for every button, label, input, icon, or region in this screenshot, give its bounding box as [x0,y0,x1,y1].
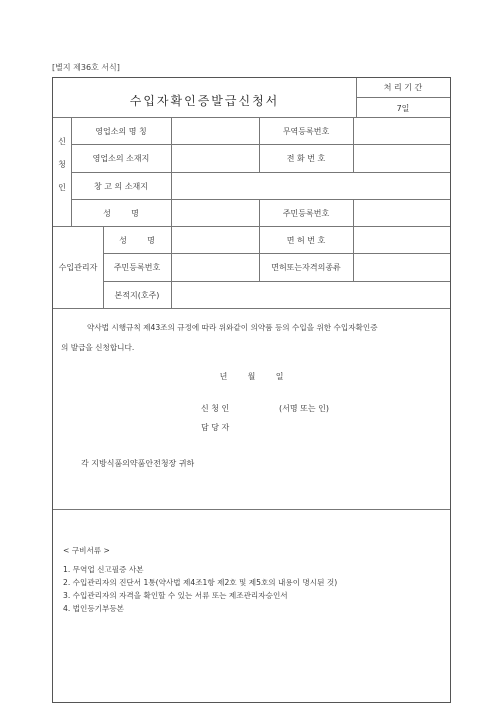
manager-name-label: 성 명 [119,236,155,245]
processing-period-value: 7일 [396,104,410,113]
license-type-label: 면허또는자격의종류 [271,263,341,272]
application-form [52,77,451,703]
domicile-label: 본적지(호주) [114,291,160,300]
business-name-label: 영업소의 명 칭 [95,127,147,136]
applicant-side-label: 신 청 인 [58,137,66,192]
application-statement: 약사법 시행규칙 제43조의 규정에 따라 위와같이 의약품 등의 수입을 위한 수입자확인증 의 발급을 신청합니다. [61,323,378,352]
form-title: 수입자확인증발급신청서 [129,94,280,108]
signature-note: (서명 또는 인) [279,404,329,413]
officer-label: 담 당 자 [201,423,230,432]
document-item: 3. 수입관리자의 자격을 확인할 수 있는 서류 또는 제조관리자승인서 [63,591,288,600]
required-documents [63,544,337,615]
license-number-label: 면 허 번 호 [286,236,326,245]
document-item: 1. 무역업 신고필증 사본 [63,565,144,574]
document-item: 2. 수입관리자의 진단서 1통(약사법 제4조1항 제2호 및 제5호의 내용이 명시된 것) [63,578,338,587]
warehouse-address-label: 창 고 의 소재지 [94,182,148,191]
processing-period-header: 처 리 기 간 [383,83,423,92]
required-documents-header: < 구비서류 > [63,546,110,555]
document-item: 4. 법인등기부등본 [63,604,125,613]
applicant-name-label: 성 명 [103,209,139,218]
trade-registration-label: 무역등록번호 [282,127,330,136]
recipient-line: 각 지방식품의약품안전청장 귀하 [81,459,195,468]
resident-registration-label: 주민등록번호 [282,209,330,218]
application-date: 년 월 일 [219,372,284,381]
business-address-label: 영업소의 소재지 [92,154,150,163]
applicant-signature-label: 신 청 인 [201,404,230,413]
phone-label: 전 화 번 호 [286,154,326,163]
form-number-label: [별지 제36호 서식] [52,63,120,72]
import-manager-side-label: 수입관리자 [58,263,98,272]
manager-resident-registration-label: 주민등록번호 [113,263,161,272]
